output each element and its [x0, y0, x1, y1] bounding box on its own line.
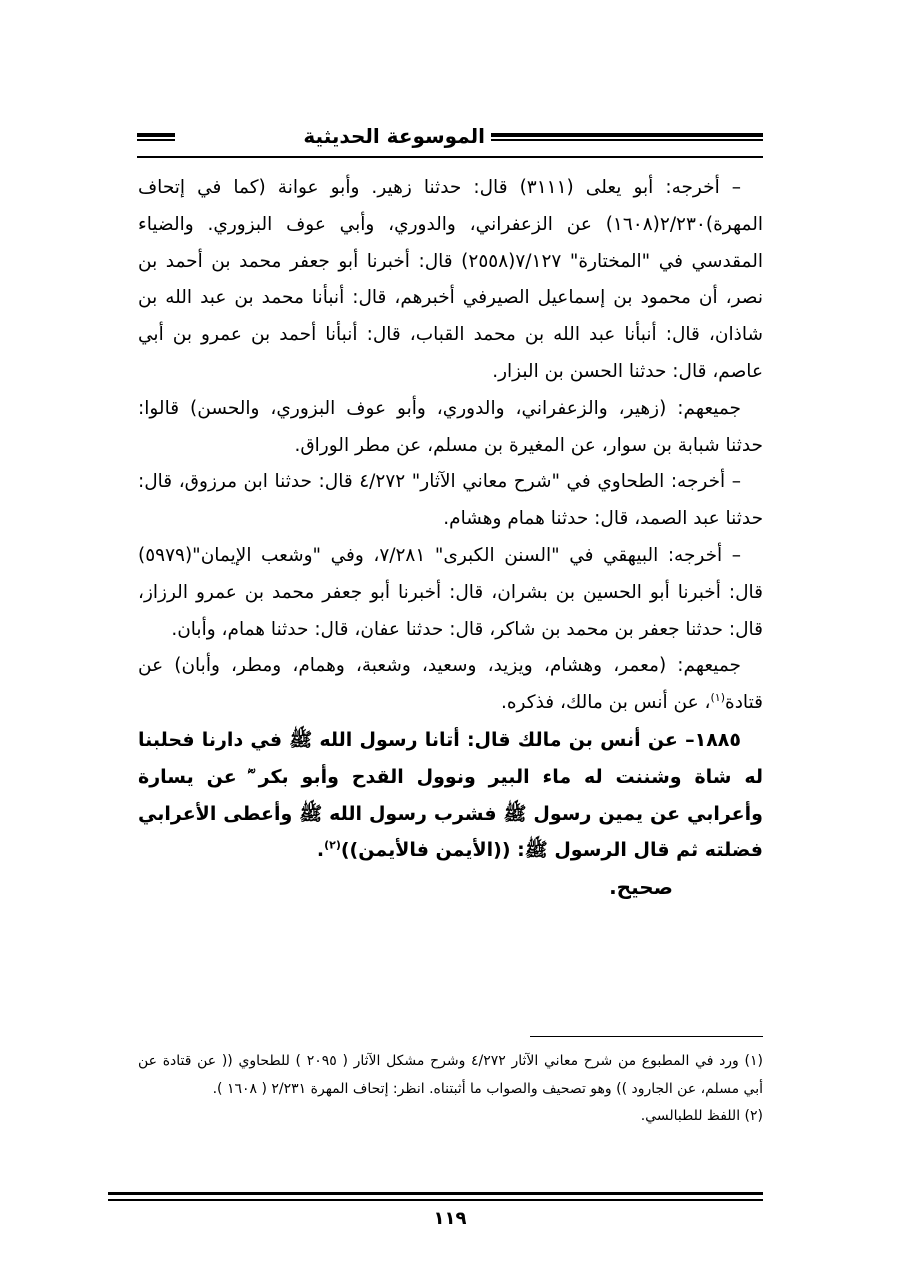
paragraph-jamiuhum-1: جميعهم: (زهير، والزعفراني، والدوري، وأبو عوف البزوري، والحسن) قالوا: حدثنا شبابة بن سوار، عن المغيرة بن مسلم، عن مطر الوراق.: [138, 397, 763, 456]
footnote-separator: [530, 1036, 763, 1037]
running-header: [137, 118, 763, 158]
paragraph-takhrij-tahawi: – أخرجه: الطحاوي في "شرح معاني الآثار" ٤/٢٧٢ قال: حدثنا ابن مرزوق، قال: حدثنا عبد الصمد، قال: حدثنا همام وهشام.: [138, 471, 763, 530]
footnote-2: (٢) اللفظ للطبالسي.: [640, 1108, 763, 1124]
page-number: ١١٩: [433, 1208, 467, 1229]
hadith-grade: صحيح.: [609, 875, 673, 900]
header-rule-right: [477, 133, 763, 141]
header-underline: [137, 156, 763, 158]
hadith-text: [138, 722, 763, 869]
header-title: الموسوعة الحديثية: [297, 122, 491, 150]
hadith-end: .: [316, 839, 325, 862]
footnotes: [138, 1048, 763, 1131]
paragraph-takhrij-1: – أخرجه: أبو يعلى (٣١١١) قال: حدثنا زهير. وأبو عوانة (كما في إتحاف المهرة)٢/٢٣٠(١٦٠٨) عن الزعفراني، والدوري، وأبي عوف البزوري. والضياء المقدسي في "المختارة" ٧/١٢٧(٢٥٥٨) قال: أخبرنا أبو جعفر محمد بن أحمد بن نصر، أن محمود بن إسماعيل الصيرفي أخبرهم، قال: أنبأنا محمد بن عبد الله بن شاذان، قال: أنبأنا عبد الله بن محمد القباب، قال: أنبأنا أحمد بن عمرو بن أبي عاصم، قال: حدثنا الحسن بن البزار.: [138, 177, 763, 382]
hadith-body: ١٨٨٥– عن أنس بن مالك قال: أتانا رسول الله ﷺ في دارنا فحلبنا له شاة وشننت له ماء البير ونوول القدح وأبو بكر ؓ عن يسارة وأعرابي عن يمين رسول ﷺ فشرب رسول الله ﷺ وأعطى الأعرابي فضلته ثم قال الرسول ﷺ: ((الأيمن فالأيمن)): [138, 728, 763, 862]
paragraph-jamiuhum-2: [138, 648, 763, 722]
header-rule-left: [137, 133, 175, 141]
footnote-1: (١) ورد في المطبوع من شرح معاني الآثار ٤/٢٧٢ وشرح مشكل الآثار ( ٢٠٩٥ ) للطحاوي (( عن قتادة عن أبي مسلم، عن الجارود )) وهو تصحيف والصواب ما أثبتناه. انظر: إتحاف المهرة ٢/٢٣١ ( ١٦٠٨ ).: [138, 1053, 763, 1097]
paragraph-takhrij-bayhaqi: – أخرجه: البيهقي في "السنن الكبرى" ٧/٢٨١، وفي "وشعب الإيمان"(٥٩٧٩) قال: أخبرنا أبو الحسين بن بشران، قال: أخبرنا أبو جعفر محمد بن عمرو الرزاز، قال: حدثنا جعفر بن محمد بن شاكر، قال: حدثنا عفان، قال: حدثنا همام، وأبان.: [138, 544, 763, 640]
main-text: [138, 170, 763, 906]
footnote-ref-1[interactable]: (١): [710, 691, 725, 704]
paragraph-text-end: ، عن أنس بن مالك، فذكره.: [500, 692, 711, 714]
footnote-ref-2[interactable]: (٢): [324, 839, 341, 853]
footer-rule: [108, 1192, 763, 1201]
paragraph-text: جميعهم: (معمر، وهشام، ويزيد، وسعيد، وشعبة، وهمام، ومطر، وأبان) عن قتادة: [138, 655, 763, 714]
